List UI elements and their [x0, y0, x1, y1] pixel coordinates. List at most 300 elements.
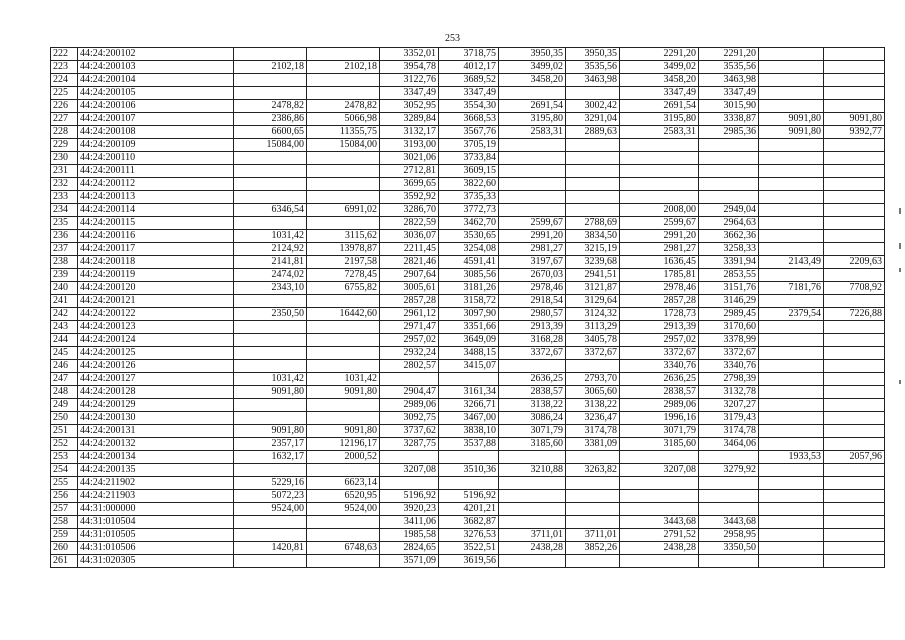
- value-cell: 2913,39: [499, 321, 566, 334]
- value-cell: [307, 74, 380, 87]
- value-cell: [824, 464, 885, 477]
- value-cell: [499, 204, 566, 217]
- value-cell: 3351,66: [439, 321, 499, 334]
- value-cell: 3138,22: [499, 399, 566, 412]
- value-cell: 3340,76: [699, 360, 759, 373]
- value-cell: 2978,46: [499, 282, 566, 295]
- table-row: [51, 126, 885, 139]
- value-cell: 2141,81: [234, 256, 307, 269]
- row-index-cell: 237: [51, 243, 78, 256]
- value-cell: [824, 243, 885, 256]
- value-cell: 3463,98: [699, 74, 759, 87]
- value-cell: 3347,49: [699, 87, 759, 100]
- value-cell: 2958,95: [699, 529, 759, 542]
- value-cell: 9091,80: [824, 113, 885, 126]
- row-index-cell: 223: [51, 61, 78, 74]
- value-cell: 3132,78: [699, 386, 759, 399]
- value-cell: [499, 87, 566, 100]
- value-cell: 3197,67: [499, 256, 566, 269]
- value-cell: 5072,23: [234, 490, 307, 503]
- value-cell: 3338,87: [699, 113, 759, 126]
- value-cell: 2978,46: [620, 282, 699, 295]
- value-cell: [307, 529, 380, 542]
- table-row: [51, 412, 885, 425]
- value-cell: [566, 204, 620, 217]
- table-row: [51, 347, 885, 360]
- value-cell: 3263,82: [566, 464, 620, 477]
- value-cell: [824, 321, 885, 334]
- value-cell: [699, 165, 759, 178]
- value-cell: 9524,00: [234, 503, 307, 516]
- value-cell: 3535,56: [566, 61, 620, 74]
- value-cell: 1420,81: [234, 542, 307, 555]
- cadastral-code-cell: 44:24:200116: [78, 230, 234, 243]
- value-cell: [824, 529, 885, 542]
- cadastral-code-cell: 44:31:000000: [78, 503, 234, 516]
- value-cell: [824, 477, 885, 490]
- value-cell: 2599,67: [620, 217, 699, 230]
- cadastral-code-cell: 44:24:200118: [78, 256, 234, 269]
- value-cell: 3002,42: [566, 100, 620, 113]
- value-cell: 3458,20: [620, 74, 699, 87]
- row-index-cell: 238: [51, 256, 78, 269]
- value-cell: 3210,88: [499, 464, 566, 477]
- value-cell: 3711,01: [499, 529, 566, 542]
- row-index-cell: 227: [51, 113, 78, 126]
- value-cell: 3443,68: [620, 516, 699, 529]
- value-cell: 3488,15: [439, 347, 499, 360]
- value-cell: [234, 191, 307, 204]
- value-cell: [380, 451, 439, 464]
- value-cell: [824, 334, 885, 347]
- value-cell: 3649,09: [439, 334, 499, 347]
- value-cell: 2478,82: [307, 100, 380, 113]
- value-cell: 3718,75: [439, 48, 499, 61]
- row-index-cell: 261: [51, 555, 78, 568]
- value-cell: 3207,27: [699, 399, 759, 412]
- value-cell: [566, 555, 620, 568]
- value-cell: 2980,57: [499, 308, 566, 321]
- value-cell: 3340,76: [620, 360, 699, 373]
- value-cell: [439, 373, 499, 386]
- value-cell: 3609,15: [439, 165, 499, 178]
- value-cell: 6991,02: [307, 204, 380, 217]
- table-row: [51, 555, 885, 568]
- value-cell: 3207,08: [380, 464, 439, 477]
- value-cell: 3115,62: [307, 230, 380, 243]
- value-cell: [307, 555, 380, 568]
- value-cell: [566, 165, 620, 178]
- value-cell: [759, 152, 824, 165]
- value-cell: 3138,22: [566, 399, 620, 412]
- value-cell: 3193,00: [380, 139, 439, 152]
- cadastral-code-cell: 44:24:200132: [78, 438, 234, 451]
- value-cell: 3170,60: [699, 321, 759, 334]
- value-cell: 3462,70: [439, 217, 499, 230]
- value-cell: 3950,35: [566, 48, 620, 61]
- value-cell: 2957,02: [380, 334, 439, 347]
- value-cell: [824, 425, 885, 438]
- value-cell: [234, 178, 307, 191]
- value-cell: 2379,54: [759, 308, 824, 321]
- table-row: [51, 61, 885, 74]
- row-index-cell: 225: [51, 87, 78, 100]
- value-cell: [234, 48, 307, 61]
- row-index-cell: 236: [51, 230, 78, 243]
- value-cell: 3279,92: [699, 464, 759, 477]
- cadastral-code-cell: 44:24:200105: [78, 87, 234, 100]
- value-cell: 3522,51: [439, 542, 499, 555]
- value-cell: 2197,58: [307, 256, 380, 269]
- value-cell: 2057,96: [824, 451, 885, 464]
- value-cell: 2907,64: [380, 269, 439, 282]
- row-index-cell: 232: [51, 178, 78, 191]
- value-cell: 3458,20: [499, 74, 566, 87]
- value-cell: 4201,21: [439, 503, 499, 516]
- value-cell: 3158,72: [439, 295, 499, 308]
- value-cell: 3132,17: [380, 126, 439, 139]
- value-cell: 3537,88: [439, 438, 499, 451]
- value-cell: [759, 386, 824, 399]
- value-cell: [824, 438, 885, 451]
- value-cell: [699, 490, 759, 503]
- value-cell: 3287,75: [380, 438, 439, 451]
- value-cell: 3065,60: [566, 386, 620, 399]
- value-cell: 9091,80: [234, 386, 307, 399]
- table-row: [51, 87, 885, 100]
- value-cell: [699, 503, 759, 516]
- value-cell: [759, 334, 824, 347]
- value-cell: 3689,52: [439, 74, 499, 87]
- value-cell: 4012,17: [439, 61, 499, 74]
- value-cell: [307, 178, 380, 191]
- table-row: [51, 425, 885, 438]
- value-cell: [699, 555, 759, 568]
- value-cell: 3834,50: [566, 230, 620, 243]
- value-cell: 2000,52: [307, 451, 380, 464]
- value-cell: [234, 347, 307, 360]
- value-cell: 2209,63: [824, 256, 885, 269]
- value-cell: 3071,79: [499, 425, 566, 438]
- value-cell: [499, 503, 566, 516]
- value-cell: [499, 139, 566, 152]
- value-cell: 2802,57: [380, 360, 439, 373]
- value-cell: [499, 360, 566, 373]
- value-cell: [234, 74, 307, 87]
- row-index-cell: 254: [51, 464, 78, 477]
- row-index-cell: 260: [51, 542, 78, 555]
- value-cell: 2932,24: [380, 347, 439, 360]
- value-cell: [566, 139, 620, 152]
- value-cell: 2636,25: [620, 373, 699, 386]
- value-cell: [759, 464, 824, 477]
- value-cell: 3097,90: [439, 308, 499, 321]
- table-row: [51, 451, 885, 464]
- value-cell: 3195,80: [499, 113, 566, 126]
- value-cell: 3286,70: [380, 204, 439, 217]
- cadastral-code-cell: 44:31:020305: [78, 555, 234, 568]
- value-cell: 1996,16: [620, 412, 699, 425]
- row-index-cell: 252: [51, 438, 78, 451]
- page-number: 253: [445, 33, 460, 44]
- value-cell: [234, 516, 307, 529]
- row-index-cell: 239: [51, 269, 78, 282]
- value-cell: [824, 191, 885, 204]
- value-cell: 3920,23: [380, 503, 439, 516]
- value-cell: 3015,90: [699, 100, 759, 113]
- value-cell: 2636,25: [499, 373, 566, 386]
- value-cell: [759, 490, 824, 503]
- value-cell: [307, 152, 380, 165]
- value-cell: [234, 334, 307, 347]
- value-cell: [234, 152, 307, 165]
- value-cell: 3151,76: [699, 282, 759, 295]
- value-cell: [824, 61, 885, 74]
- value-cell: 2438,28: [499, 542, 566, 555]
- value-cell: 3378,99: [699, 334, 759, 347]
- table-row: [51, 334, 885, 347]
- cadastral-code-cell: 44:24:200106: [78, 100, 234, 113]
- value-cell: [824, 204, 885, 217]
- value-cell: 3266,71: [439, 399, 499, 412]
- value-cell: 2989,45: [699, 308, 759, 321]
- row-index-cell: 234: [51, 204, 78, 217]
- value-cell: [824, 74, 885, 87]
- cadastral-code-cell: 44:24:200103: [78, 61, 234, 74]
- value-cell: 6623,14: [307, 477, 380, 490]
- value-cell: 3239,68: [566, 256, 620, 269]
- value-cell: [307, 399, 380, 412]
- value-cell: 3381,09: [566, 438, 620, 451]
- value-cell: [620, 477, 699, 490]
- value-cell: [234, 399, 307, 412]
- value-cell: [824, 152, 885, 165]
- value-cell: 2991,20: [620, 230, 699, 243]
- value-cell: [759, 347, 824, 360]
- value-cell: 2788,69: [566, 217, 620, 230]
- value-cell: 2350,50: [234, 308, 307, 321]
- value-cell: 2008,00: [620, 204, 699, 217]
- value-cell: 2989,06: [620, 399, 699, 412]
- value-cell: 6755,82: [307, 282, 380, 295]
- table-row: [51, 516, 885, 529]
- value-cell: [234, 529, 307, 542]
- value-cell: 13978,87: [307, 243, 380, 256]
- value-cell: 15084,00: [307, 139, 380, 152]
- row-index-cell: 230: [51, 152, 78, 165]
- value-cell: 3699,65: [380, 178, 439, 191]
- cadastral-code-cell: 44:31:010505: [78, 529, 234, 542]
- value-cell: [234, 412, 307, 425]
- value-cell: 2961,12: [380, 308, 439, 321]
- value-cell: [307, 347, 380, 360]
- value-cell: 2857,28: [620, 295, 699, 308]
- value-cell: 3122,76: [380, 74, 439, 87]
- value-cell: 3174,78: [566, 425, 620, 438]
- value-cell: 3711,01: [566, 529, 620, 542]
- value-cell: 3530,65: [439, 230, 499, 243]
- value-cell: 1933,53: [759, 451, 824, 464]
- value-cell: 3236,47: [566, 412, 620, 425]
- table-row: [51, 152, 885, 165]
- table-row: [51, 308, 885, 321]
- value-cell: [620, 503, 699, 516]
- value-cell: 3463,98: [566, 74, 620, 87]
- value-cell: [824, 87, 885, 100]
- value-cell: [234, 464, 307, 477]
- value-cell: 2822,59: [380, 217, 439, 230]
- scan-edge-mark: [899, 243, 901, 249]
- value-cell: 3161,34: [439, 386, 499, 399]
- row-index-cell: 224: [51, 74, 78, 87]
- row-index-cell: 231: [51, 165, 78, 178]
- value-cell: 6600,65: [234, 126, 307, 139]
- value-cell: 3668,53: [439, 113, 499, 126]
- value-cell: 3467,00: [439, 412, 499, 425]
- value-cell: [759, 516, 824, 529]
- value-cell: 3391,94: [699, 256, 759, 269]
- value-cell: 2949,04: [699, 204, 759, 217]
- value-cell: [824, 217, 885, 230]
- value-cell: 2712,81: [380, 165, 439, 178]
- value-cell: 3535,56: [699, 61, 759, 74]
- row-index-cell: 241: [51, 295, 78, 308]
- value-cell: 2291,20: [699, 48, 759, 61]
- value-cell: 2838,57: [499, 386, 566, 399]
- value-cell: [699, 451, 759, 464]
- value-cell: [824, 360, 885, 373]
- value-cell: 6346,54: [234, 204, 307, 217]
- value-cell: [824, 178, 885, 191]
- table-body: [51, 48, 885, 568]
- value-cell: [566, 152, 620, 165]
- table-row: [51, 295, 885, 308]
- cadastral-code-cell: 44:24:200104: [78, 74, 234, 87]
- value-cell: 2913,39: [620, 321, 699, 334]
- value-cell: 2691,54: [499, 100, 566, 113]
- value-cell: [620, 490, 699, 503]
- table-row: [51, 217, 885, 230]
- value-cell: 9091,80: [307, 386, 380, 399]
- value-cell: 3052,95: [380, 100, 439, 113]
- value-cell: 3181,26: [439, 282, 499, 295]
- value-cell: [759, 360, 824, 373]
- cadastral-code-cell: 44:24:200127: [78, 373, 234, 386]
- cadastral-code-cell: 44:24:200125: [78, 347, 234, 360]
- value-cell: [759, 178, 824, 191]
- value-cell: [620, 152, 699, 165]
- value-cell: [759, 165, 824, 178]
- value-cell: 3168,28: [499, 334, 566, 347]
- value-cell: 5066,98: [307, 113, 380, 126]
- cadastral-code-cell: 44:24:200114: [78, 204, 234, 217]
- value-cell: 2941,51: [566, 269, 620, 282]
- table-row: [51, 490, 885, 503]
- cadastral-code-cell: 44:24:200108: [78, 126, 234, 139]
- value-cell: 2583,31: [620, 126, 699, 139]
- table-row: [51, 438, 885, 451]
- value-cell: 6520,95: [307, 490, 380, 503]
- value-cell: [307, 360, 380, 373]
- value-cell: [824, 516, 885, 529]
- value-cell: [759, 412, 824, 425]
- value-cell: [699, 178, 759, 191]
- value-cell: 3347,49: [439, 87, 499, 100]
- value-cell: 2599,67: [499, 217, 566, 230]
- value-cell: 3121,87: [566, 282, 620, 295]
- value-cell: 1031,42: [234, 373, 307, 386]
- value-cell: [759, 555, 824, 568]
- value-cell: 2474,02: [234, 269, 307, 282]
- value-cell: 3733,84: [439, 152, 499, 165]
- value-cell: [824, 230, 885, 243]
- value-cell: 3179,43: [699, 412, 759, 425]
- value-cell: 2904,47: [380, 386, 439, 399]
- row-index-cell: 249: [51, 399, 78, 412]
- table-row: [51, 178, 885, 191]
- value-cell: 3086,24: [499, 412, 566, 425]
- table-row: [51, 269, 885, 282]
- cadastral-code-cell: 44:24:200119: [78, 269, 234, 282]
- value-cell: 1031,42: [307, 373, 380, 386]
- table-row: [51, 464, 885, 477]
- value-cell: [759, 100, 824, 113]
- value-cell: 5229,16: [234, 477, 307, 490]
- value-cell: 3838,10: [439, 425, 499, 438]
- value-cell: 1636,45: [620, 256, 699, 269]
- value-cell: 2857,28: [380, 295, 439, 308]
- value-cell: 3146,29: [699, 295, 759, 308]
- value-cell: [759, 542, 824, 555]
- value-cell: 3036,07: [380, 230, 439, 243]
- value-cell: [307, 165, 380, 178]
- value-cell: [699, 152, 759, 165]
- value-cell: 3954,78: [380, 61, 439, 74]
- cadastral-code-cell: 44:24:200129: [78, 399, 234, 412]
- table-row: [51, 529, 885, 542]
- value-cell: 2989,06: [380, 399, 439, 412]
- row-index-cell: 250: [51, 412, 78, 425]
- value-cell: [566, 503, 620, 516]
- value-cell: 2386,86: [234, 113, 307, 126]
- row-index-cell: 253: [51, 451, 78, 464]
- value-cell: 3085,56: [439, 269, 499, 282]
- cadastral-code-cell: 44:24:200107: [78, 113, 234, 126]
- value-cell: [566, 477, 620, 490]
- value-cell: 3276,53: [439, 529, 499, 542]
- value-cell: [759, 425, 824, 438]
- value-cell: 2478,82: [234, 100, 307, 113]
- table-row: [51, 243, 885, 256]
- value-cell: [499, 191, 566, 204]
- value-cell: [307, 334, 380, 347]
- value-cell: [234, 295, 307, 308]
- scan-edge-mark: [899, 268, 901, 272]
- value-cell: [234, 360, 307, 373]
- value-cell: [759, 191, 824, 204]
- value-cell: [234, 217, 307, 230]
- value-cell: 3289,84: [380, 113, 439, 126]
- value-cell: [824, 295, 885, 308]
- value-cell: 3021,06: [380, 152, 439, 165]
- scan-edge-mark: [899, 380, 901, 384]
- value-cell: 7278,45: [307, 269, 380, 282]
- value-cell: 2102,18: [234, 61, 307, 74]
- value-cell: 2971,47: [380, 321, 439, 334]
- value-cell: [824, 100, 885, 113]
- value-cell: [824, 542, 885, 555]
- row-index-cell: 226: [51, 100, 78, 113]
